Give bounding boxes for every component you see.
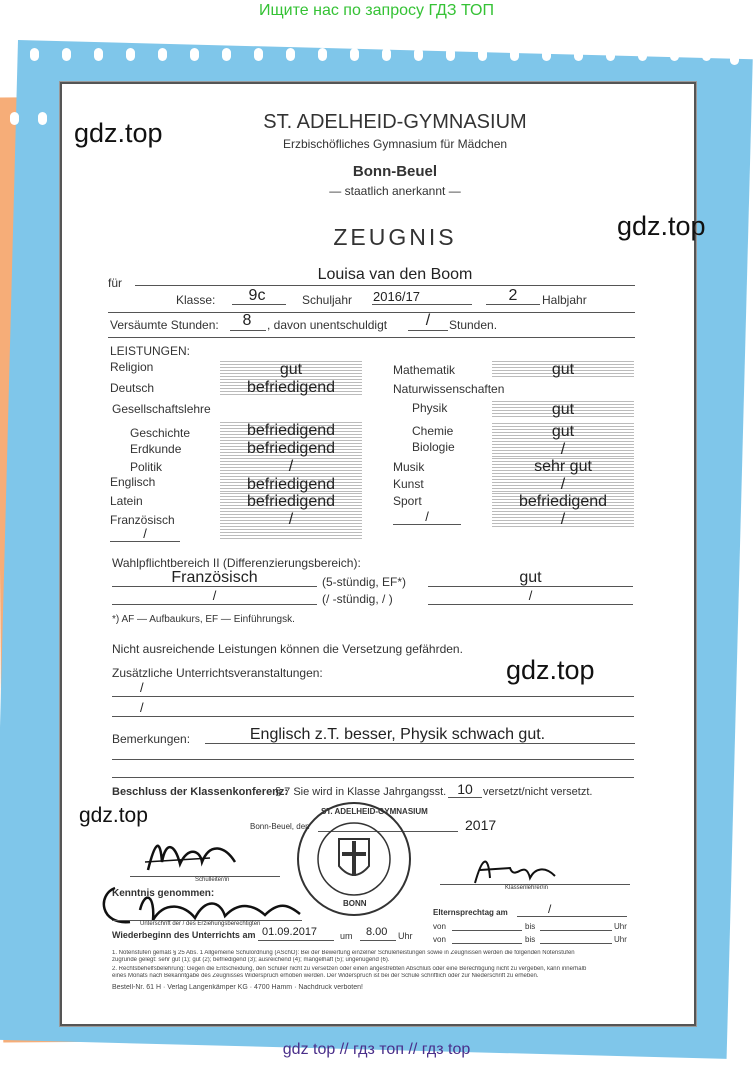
wahl-grade-2: / xyxy=(528,588,533,603)
seal-ring-text: ST. ADELHEID-GYMNASIUM xyxy=(321,807,428,816)
englisch-grade: befriedigend xyxy=(220,476,362,493)
class-value: 9c xyxy=(248,287,266,304)
watermark-1: gdz.top xyxy=(74,118,163,148)
musik-grade: sehr gut xyxy=(492,458,634,475)
head-signature-label: Schulleiter/in xyxy=(195,877,230,883)
school-name: ST. ADELHEID-GYMNASIUM xyxy=(263,111,527,133)
half-label: Halbjahr xyxy=(542,293,587,307)
place-label: Bonn-Beuel, den xyxy=(250,822,310,831)
franz-label: Französisch xyxy=(110,513,175,527)
wahl-grade-1: gut xyxy=(519,569,542,586)
wahl-heading: Wahlpflichtbereich II (Differenzierungsbereich): xyxy=(112,556,361,570)
von-label-2: von xyxy=(433,935,446,944)
noted-label: Kenntnis genommen: xyxy=(112,888,215,899)
missed-label: Versäumte Stunden: xyxy=(110,318,219,332)
binder-holes xyxy=(30,48,750,72)
remarks-text: Englisch z.T. besser, Physik schwach gut. xyxy=(249,726,546,743)
sport-label: Sport xyxy=(393,494,422,508)
legal-line-2: zugrunde gelegt: sehr gut (1); gut (2); befriedigend (3); ausreichend (4); mangelhaft (5); ungenügend (6). xyxy=(112,957,390,963)
notice-text: Nicht ausreichende Leistungen können die Versetzung gefährden. xyxy=(112,642,463,656)
school-city: Bonn-Beuel xyxy=(352,163,438,180)
year-label: Schuljahr xyxy=(302,293,353,307)
place-year: 2017 xyxy=(465,817,497,833)
physik-label: Physik xyxy=(412,401,448,415)
bis-label-2: bis xyxy=(525,935,536,944)
uhr-label-2: Uhr xyxy=(614,935,627,944)
decision-label: Beschluss der Klassenkonferenz: xyxy=(112,786,289,798)
bis-label-1: bis xyxy=(525,922,536,931)
wahl-subject-2: / xyxy=(212,588,217,603)
chemie-label: Chemie xyxy=(412,424,454,438)
deutsch-label: Deutsch xyxy=(110,381,155,395)
parents-day-value: / xyxy=(548,902,552,916)
deutsch-grade: befriedigend xyxy=(220,379,362,396)
legal-line-3: 2. Rechtsbehelfsbelehrung: Gegen die Entscheidung, den Schüler nicht zu versetzen oder einen angestrebten Abschluß oder eine Berechtigung nicht zu vergeben, kann innerhalb xyxy=(112,966,587,972)
class-label: Klasse: xyxy=(176,293,216,307)
unexcused-value: / xyxy=(425,312,431,329)
restart-um: um xyxy=(340,931,353,941)
legal-line-4: eines Monats nach Bekanntgabe des Zeugnisses Widerspruch erhoben werden. Der Widerspruch ist bei der Schule schriftlich oder zur Niederschrift zu erheben. xyxy=(112,973,539,979)
restart-time: 8.00 xyxy=(366,926,388,938)
franz-grade: / xyxy=(220,511,362,528)
parent-signature-label: Unterschrift der / des Erziehungsberechtigten xyxy=(140,921,261,927)
teacher-signature xyxy=(470,848,570,888)
decision-result: versetzt/nicht versetzt. xyxy=(483,786,593,798)
latein-label: Latein xyxy=(110,494,143,508)
wahl-footnote: *) AF — Aufbaukurs, EF — Einführungsk. xyxy=(112,614,295,625)
wahl-subject-1: Französisch xyxy=(171,569,258,586)
recognition-note: — staatlich anerkannt — xyxy=(329,184,461,198)
englisch-label: Englisch xyxy=(110,475,156,489)
extra-line-1: / xyxy=(140,680,144,695)
watermark-4: gdz.top xyxy=(79,804,148,827)
chemie-grade: gut xyxy=(492,423,634,440)
wahl-type-1: (5-stündig, EF*) xyxy=(322,575,407,589)
grades-heading: LEISTUNGEN: xyxy=(110,344,191,358)
blank-left-subject: / xyxy=(143,526,147,541)
unexcused-label: , davon unentschuldigt xyxy=(267,318,388,332)
head-signature xyxy=(140,832,250,877)
restart-label: Wiederbeginn des Unterrichts am xyxy=(112,930,256,940)
religion-grade: gut xyxy=(220,361,362,378)
extra-line-2: / xyxy=(140,700,144,715)
student-name: Louisa van den Boom xyxy=(317,266,473,283)
mathe-grade: gut xyxy=(492,361,634,378)
decision-text: § 7 Sie wird in Klasse Jahrgangsst. xyxy=(275,786,447,798)
sport-grade: befriedigend xyxy=(492,493,634,510)
year-value: 2016/17 xyxy=(373,289,420,304)
legal-line-1: 1. Notenstufen gemäß § 25 Abs. 1 Allgemeine Schulordnung (ASchO): Bei der Bewertung einzelner Schülerleistungen sowie in Zeugnissen werden die folgenden Notenstufen xyxy=(112,950,575,956)
missed-value: 8 xyxy=(242,312,252,329)
politik-label: Politik xyxy=(130,460,163,474)
physik-grade: gut xyxy=(492,401,634,418)
school-subtitle: Erzbischöfliches Gymnasium für Mädchen xyxy=(282,137,508,151)
document-title: ZEUGNIS xyxy=(333,224,457,250)
uhr-label-1: Uhr xyxy=(614,922,627,931)
kunst-label: Kunst xyxy=(393,477,424,491)
publisher-line: Bestell-Nr. 61 H · Verlag Langenkämper KG · 4700 Hamm · Nachdruck verboten! xyxy=(112,984,363,991)
geschichte-grade: befriedigend xyxy=(220,422,362,439)
teacher-signature-label: Klassenlehrer/in xyxy=(505,885,549,891)
religion-label: Religion xyxy=(110,360,154,374)
half-value: 2 xyxy=(508,287,518,304)
remarks-label: Bemerkungen: xyxy=(112,732,191,746)
parents-day-label: Elternsprechtag am xyxy=(433,908,508,917)
extra-label: Zusätzliche Unterrichtsveranstaltungen: xyxy=(112,666,323,680)
blank-left-grade xyxy=(220,529,362,541)
school-seal xyxy=(297,802,428,916)
hours-label: Stunden. xyxy=(449,318,498,332)
politik-grade: / xyxy=(220,458,362,475)
bottom-footer: gdz top // гдз топ // гдз top xyxy=(282,1041,471,1058)
latein-grade: befriedigend xyxy=(220,493,362,510)
seal-graphic xyxy=(299,804,409,914)
erdkunde-grade: befriedigend xyxy=(220,440,362,457)
blank-right-grade: / xyxy=(492,511,634,528)
watermark-2: gdz.top xyxy=(617,211,706,241)
nawi-label: Naturwissenschaften xyxy=(393,382,505,396)
biologie-label: Biologie xyxy=(412,440,455,454)
for-label: für xyxy=(108,276,123,290)
restart-uhr: Uhr xyxy=(398,931,413,941)
wahl-type-2: (/ -stündig, / ) xyxy=(322,592,393,606)
erdkunde-label: Erdkunde xyxy=(130,442,182,456)
binder-holes-left xyxy=(0,112,60,132)
gesellschaft-label: Gesellschaftslehre xyxy=(112,402,211,416)
biologie-grade: / xyxy=(492,441,634,458)
top-banner: Ищите нас по запросу ГДЗ ТОП xyxy=(259,2,494,19)
decision-grade: 10 xyxy=(457,781,473,797)
restart-date: 01.09.2017 xyxy=(262,926,318,938)
watermark-3: gdz.top xyxy=(506,655,595,685)
geschichte-label: Geschichte xyxy=(130,426,191,440)
kunst-grade: / xyxy=(492,476,634,493)
musik-label: Musik xyxy=(393,460,425,474)
seal-bottom-text: BONN xyxy=(343,899,367,908)
mathe-label: Mathematik xyxy=(393,363,456,377)
von-label-1: von xyxy=(433,922,446,931)
blank-right-subject: / xyxy=(425,509,429,524)
